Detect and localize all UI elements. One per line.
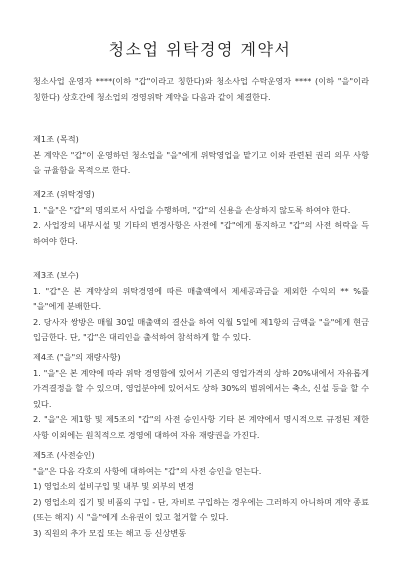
article-heading: 제2조 (위탁경영) <box>33 189 95 199</box>
article-4 <box>33 350 369 443</box>
document-title: 청소업 위탁경영 계약서 <box>108 40 292 59</box>
article-item: 2) 영업소의 집기 및 비품의 구입 - 단, 자비로 구입하는 경우에는 그러하지 아니하며 계약 종료(또는 해지) 시 "을"에게 소유권이 있고 철거할 수 있다. <box>33 496 369 522</box>
article-item: "을"은 다음 각호의 사항에 대하여는 "갑"의 사전 승인을 얻는다. <box>33 465 262 476</box>
article-5 <box>33 448 369 541</box>
intro-paragraph <box>33 74 369 105</box>
article-item: 2. 당사자 쌍방은 매월 30일 매출액의 결산을 하여 익월 5일에 제1항의 금액을 "을"에게 현금 입금한다. 단, "갑"은 대리인을 출석하여 참석하게 할 수 있다. <box>33 316 369 342</box>
article-3 <box>33 268 369 346</box>
article-1 <box>33 132 369 179</box>
article-item: 본 계약은 "갑"이 운영하던 청소업을 "을"에게 위탁영업을 맡기고 이와 관련된 권리 의무 사항을 규율함을 목적으로 한다. <box>33 149 369 175</box>
article-item: 2. 사업장의 내부시설 및 기타의 변경사항은 사전에 "갑"에게 통지하고 "갑"의 사전 허락을 득하여야 한다. <box>33 220 369 246</box>
article-heading: 제1조 (목적) <box>33 134 79 144</box>
article-item: 3) 직원의 추가 모집 또는 해고 등 신상변동 <box>33 527 187 538</box>
article-item: 2. "을"은 제1항 및 제5조의 "갑"의 사전 승인사항 기타 본 계약에서 명시적으로 규정된 제한사항 이외에는 원칙적으로 경영에 대하여 자유 재량권을 가진다. <box>33 414 369 440</box>
article-item: 1. "을"은 "갑"의 명의로서 사업을 수행하며, "갑"의 신용을 손상하지 않도록 하여야 한다. <box>33 204 351 215</box>
article-item: 1. "갑"은 본 계약상의 위탁경영에 따른 매출액에서 제세공과금을 제외한 수익의 ** %를 "을"에게 분배한다. <box>33 285 369 311</box>
intro-text: 청소사업 운영자 ****(이하 "갑"이라고 칭한다)와 청소사업 수탁운영자 **** (이하 "을"이라 칭한다) 상호간에 청소업의 경영위탁 계약을 다음과 같이 체결한다. <box>33 76 369 102</box>
article-item: 1) 영업소의 설비구입 및 내부 및 외부의 변경 <box>33 481 195 491</box>
article-item: 1. "을"은 본 계약에 따라 위탁 경영함에 있어서 기존의 영업가격의 상하 20%내에서 자유롭게 가격결정을 할 수 있으며, 영업분야에 있어서도 상하 30%의 범위에서는 축소, 신설 등을 할 수 있다. <box>33 367 369 409</box>
article-heading: 제5조 (사전승인) <box>33 450 95 460</box>
article-2 <box>33 187 369 249</box>
article-heading: 제4조 ("을"의 재량사항) <box>33 352 121 362</box>
article-heading: 제3조 (보수) <box>33 270 79 280</box>
